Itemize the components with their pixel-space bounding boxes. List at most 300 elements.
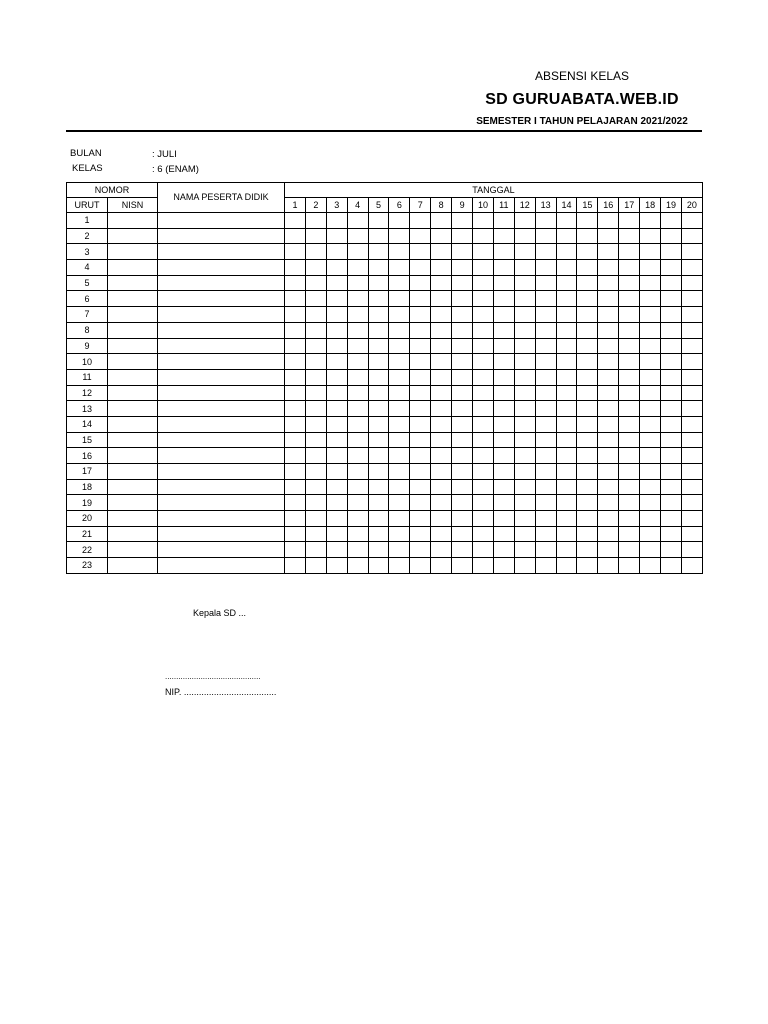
attendance-cell[interactable]: [577, 322, 598, 338]
attendance-cell[interactable]: [577, 354, 598, 370]
nama-cell[interactable]: [158, 260, 285, 276]
attendance-cell[interactable]: [389, 558, 410, 574]
attendance-cell[interactable]: [368, 291, 389, 307]
attendance-cell[interactable]: [640, 244, 661, 260]
attendance-cell[interactable]: [368, 479, 389, 495]
attendance-cell[interactable]: [389, 401, 410, 417]
nama-cell[interactable]: [158, 213, 285, 229]
attendance-cell[interactable]: [389, 354, 410, 370]
attendance-cell[interactable]: [493, 479, 514, 495]
attendance-cell[interactable]: [368, 401, 389, 417]
nisn-cell[interactable]: [108, 213, 158, 229]
attendance-cell[interactable]: [347, 260, 368, 276]
nisn-cell[interactable]: [108, 558, 158, 574]
attendance-cell[interactable]: [619, 464, 640, 480]
attendance-cell[interactable]: [389, 260, 410, 276]
attendance-cell[interactable]: [452, 558, 473, 574]
attendance-cell[interactable]: [661, 479, 682, 495]
attendance-cell[interactable]: [410, 260, 431, 276]
attendance-cell[interactable]: [493, 322, 514, 338]
nisn-cell[interactable]: [108, 228, 158, 244]
attendance-cell[interactable]: [577, 558, 598, 574]
attendance-cell[interactable]: [368, 322, 389, 338]
attendance-cell[interactable]: [514, 464, 535, 480]
attendance-cell[interactable]: [556, 464, 577, 480]
attendance-cell[interactable]: [493, 260, 514, 276]
nama-cell[interactable]: [158, 495, 285, 511]
attendance-cell[interactable]: [535, 495, 556, 511]
attendance-cell[interactable]: [452, 401, 473, 417]
attendance-cell[interactable]: [368, 416, 389, 432]
attendance-cell[interactable]: [493, 432, 514, 448]
attendance-cell[interactable]: [577, 479, 598, 495]
attendance-cell[interactable]: [347, 213, 368, 229]
attendance-cell[interactable]: [493, 244, 514, 260]
attendance-cell[interactable]: [535, 322, 556, 338]
attendance-cell[interactable]: [535, 307, 556, 323]
attendance-cell[interactable]: [326, 275, 347, 291]
attendance-cell[interactable]: [598, 322, 619, 338]
nama-cell[interactable]: [158, 291, 285, 307]
attendance-cell[interactable]: [452, 385, 473, 401]
attendance-cell[interactable]: [514, 558, 535, 574]
attendance-cell[interactable]: [661, 511, 682, 527]
attendance-cell[interactable]: [493, 275, 514, 291]
attendance-cell[interactable]: [431, 338, 452, 354]
attendance-cell[interactable]: [326, 244, 347, 260]
attendance-cell[interactable]: [640, 228, 661, 244]
attendance-cell[interactable]: [681, 542, 702, 558]
attendance-cell[interactable]: [598, 542, 619, 558]
attendance-cell[interactable]: [661, 228, 682, 244]
attendance-cell[interactable]: [326, 228, 347, 244]
attendance-cell[interactable]: [431, 213, 452, 229]
attendance-cell[interactable]: [285, 401, 306, 417]
attendance-cell[interactable]: [452, 542, 473, 558]
attendance-cell[interactable]: [389, 511, 410, 527]
attendance-cell[interactable]: [347, 322, 368, 338]
attendance-cell[interactable]: [619, 558, 640, 574]
attendance-cell[interactable]: [452, 322, 473, 338]
attendance-cell[interactable]: [431, 511, 452, 527]
attendance-cell[interactable]: [681, 464, 702, 480]
attendance-cell[interactable]: [514, 542, 535, 558]
nisn-cell[interactable]: [108, 307, 158, 323]
nisn-cell[interactable]: [108, 495, 158, 511]
nama-cell[interactable]: [158, 385, 285, 401]
attendance-cell[interactable]: [389, 526, 410, 542]
attendance-cell[interactable]: [368, 338, 389, 354]
attendance-cell[interactable]: [535, 338, 556, 354]
attendance-cell[interactable]: [493, 526, 514, 542]
attendance-cell[interactable]: [556, 416, 577, 432]
attendance-cell[interactable]: [577, 448, 598, 464]
attendance-cell[interactable]: [389, 275, 410, 291]
attendance-cell[interactable]: [473, 244, 494, 260]
attendance-cell[interactable]: [577, 291, 598, 307]
attendance-cell[interactable]: [598, 385, 619, 401]
attendance-cell[interactable]: [473, 448, 494, 464]
attendance-cell[interactable]: [410, 495, 431, 511]
attendance-cell[interactable]: [514, 275, 535, 291]
attendance-cell[interactable]: [389, 322, 410, 338]
attendance-cell[interactable]: [535, 260, 556, 276]
attendance-cell[interactable]: [347, 432, 368, 448]
nisn-cell[interactable]: [108, 432, 158, 448]
attendance-cell[interactable]: [473, 416, 494, 432]
attendance-cell[interactable]: [598, 401, 619, 417]
attendance-cell[interactable]: [473, 511, 494, 527]
attendance-cell[interactable]: [452, 275, 473, 291]
attendance-cell[interactable]: [473, 291, 494, 307]
attendance-cell[interactable]: [514, 260, 535, 276]
attendance-cell[interactable]: [535, 213, 556, 229]
attendance-cell[interactable]: [598, 338, 619, 354]
attendance-cell[interactable]: [368, 307, 389, 323]
attendance-cell[interactable]: [681, 260, 702, 276]
attendance-cell[interactable]: [452, 511, 473, 527]
attendance-cell[interactable]: [577, 432, 598, 448]
attendance-cell[interactable]: [598, 354, 619, 370]
attendance-cell[interactable]: [473, 213, 494, 229]
attendance-cell[interactable]: [305, 354, 326, 370]
attendance-cell[interactable]: [326, 369, 347, 385]
attendance-cell[interactable]: [640, 213, 661, 229]
attendance-cell[interactable]: [619, 401, 640, 417]
attendance-cell[interactable]: [431, 291, 452, 307]
attendance-cell[interactable]: [452, 307, 473, 323]
attendance-cell[interactable]: [452, 228, 473, 244]
attendance-cell[interactable]: [619, 495, 640, 511]
attendance-cell[interactable]: [514, 213, 535, 229]
attendance-cell[interactable]: [493, 369, 514, 385]
attendance-cell[interactable]: [410, 307, 431, 323]
attendance-cell[interactable]: [305, 213, 326, 229]
attendance-cell[interactable]: [326, 542, 347, 558]
attendance-cell[interactable]: [368, 511, 389, 527]
attendance-cell[interactable]: [598, 558, 619, 574]
attendance-cell[interactable]: [535, 432, 556, 448]
attendance-cell[interactable]: [661, 495, 682, 511]
attendance-cell[interactable]: [285, 244, 306, 260]
attendance-cell[interactable]: [431, 385, 452, 401]
attendance-cell[interactable]: [305, 495, 326, 511]
attendance-cell[interactable]: [514, 369, 535, 385]
attendance-cell[interactable]: [493, 354, 514, 370]
attendance-cell[interactable]: [640, 558, 661, 574]
attendance-cell[interactable]: [619, 369, 640, 385]
attendance-cell[interactable]: [452, 464, 473, 480]
attendance-cell[interactable]: [577, 511, 598, 527]
attendance-cell[interactable]: [389, 448, 410, 464]
attendance-cell[interactable]: [535, 479, 556, 495]
nama-cell[interactable]: [158, 542, 285, 558]
attendance-cell[interactable]: [661, 244, 682, 260]
attendance-cell[interactable]: [431, 479, 452, 495]
attendance-cell[interactable]: [661, 542, 682, 558]
attendance-cell[interactable]: [368, 464, 389, 480]
attendance-cell[interactable]: [305, 338, 326, 354]
attendance-cell[interactable]: [305, 558, 326, 574]
attendance-cell[interactable]: [452, 291, 473, 307]
attendance-cell[interactable]: [347, 401, 368, 417]
attendance-cell[interactable]: [535, 416, 556, 432]
attendance-cell[interactable]: [410, 479, 431, 495]
attendance-cell[interactable]: [305, 448, 326, 464]
attendance-cell[interactable]: [410, 432, 431, 448]
attendance-cell[interactable]: [681, 213, 702, 229]
attendance-cell[interactable]: [681, 307, 702, 323]
nisn-cell[interactable]: [108, 354, 158, 370]
attendance-cell[interactable]: [285, 479, 306, 495]
attendance-cell[interactable]: [431, 275, 452, 291]
attendance-cell[interactable]: [514, 354, 535, 370]
attendance-cell[interactable]: [681, 558, 702, 574]
attendance-cell[interactable]: [368, 558, 389, 574]
attendance-cell[interactable]: [493, 558, 514, 574]
attendance-cell[interactable]: [368, 542, 389, 558]
attendance-cell[interactable]: [347, 275, 368, 291]
attendance-cell[interactable]: [473, 401, 494, 417]
attendance-cell[interactable]: [473, 432, 494, 448]
attendance-cell[interactable]: [598, 260, 619, 276]
attendance-cell[interactable]: [681, 354, 702, 370]
nama-cell[interactable]: [158, 511, 285, 527]
attendance-cell[interactable]: [452, 260, 473, 276]
attendance-cell[interactable]: [368, 432, 389, 448]
attendance-cell[interactable]: [285, 385, 306, 401]
attendance-cell[interactable]: [305, 322, 326, 338]
attendance-cell[interactable]: [305, 401, 326, 417]
attendance-cell[interactable]: [577, 338, 598, 354]
attendance-cell[interactable]: [410, 464, 431, 480]
attendance-cell[interactable]: [681, 244, 702, 260]
nama-cell[interactable]: [158, 275, 285, 291]
attendance-cell[interactable]: [493, 542, 514, 558]
attendance-cell[interactable]: [640, 385, 661, 401]
attendance-cell[interactable]: [410, 542, 431, 558]
attendance-cell[interactable]: [347, 244, 368, 260]
attendance-cell[interactable]: [661, 558, 682, 574]
attendance-cell[interactable]: [661, 213, 682, 229]
nama-cell[interactable]: [158, 338, 285, 354]
attendance-cell[interactable]: [661, 354, 682, 370]
attendance-cell[interactable]: [347, 228, 368, 244]
attendance-cell[interactable]: [661, 260, 682, 276]
attendance-cell[interactable]: [556, 322, 577, 338]
attendance-cell[interactable]: [368, 354, 389, 370]
attendance-cell[interactable]: [619, 322, 640, 338]
attendance-cell[interactable]: [619, 385, 640, 401]
attendance-cell[interactable]: [347, 479, 368, 495]
attendance-cell[interactable]: [661, 432, 682, 448]
attendance-cell[interactable]: [535, 401, 556, 417]
nisn-cell[interactable]: [108, 385, 158, 401]
attendance-cell[interactable]: [640, 511, 661, 527]
attendance-cell[interactable]: [285, 542, 306, 558]
attendance-cell[interactable]: [347, 354, 368, 370]
attendance-cell[interactable]: [661, 307, 682, 323]
attendance-cell[interactable]: [556, 401, 577, 417]
attendance-cell[interactable]: [514, 448, 535, 464]
attendance-cell[interactable]: [514, 228, 535, 244]
attendance-cell[interactable]: [326, 338, 347, 354]
attendance-cell[interactable]: [473, 322, 494, 338]
attendance-cell[interactable]: [347, 495, 368, 511]
attendance-cell[interactable]: [473, 354, 494, 370]
attendance-cell[interactable]: [535, 354, 556, 370]
attendance-cell[interactable]: [431, 448, 452, 464]
nisn-cell[interactable]: [108, 416, 158, 432]
attendance-cell[interactable]: [577, 244, 598, 260]
attendance-cell[interactable]: [514, 495, 535, 511]
attendance-cell[interactable]: [431, 354, 452, 370]
nisn-cell[interactable]: [108, 401, 158, 417]
nama-cell[interactable]: [158, 244, 285, 260]
attendance-cell[interactable]: [598, 511, 619, 527]
attendance-cell[interactable]: [556, 260, 577, 276]
attendance-cell[interactable]: [577, 495, 598, 511]
attendance-cell[interactable]: [640, 526, 661, 542]
attendance-cell[interactable]: [452, 448, 473, 464]
attendance-cell[interactable]: [640, 495, 661, 511]
attendance-cell[interactable]: [640, 369, 661, 385]
attendance-cell[interactable]: [535, 369, 556, 385]
attendance-cell[interactable]: [285, 464, 306, 480]
nisn-cell[interactable]: [108, 479, 158, 495]
attendance-cell[interactable]: [640, 322, 661, 338]
attendance-cell[interactable]: [640, 479, 661, 495]
attendance-cell[interactable]: [535, 464, 556, 480]
nama-cell[interactable]: [158, 558, 285, 574]
attendance-cell[interactable]: [681, 416, 702, 432]
attendance-cell[interactable]: [285, 511, 306, 527]
attendance-cell[interactable]: [431, 558, 452, 574]
attendance-cell[interactable]: [347, 338, 368, 354]
attendance-cell[interactable]: [410, 275, 431, 291]
attendance-cell[interactable]: [305, 479, 326, 495]
attendance-cell[interactable]: [368, 448, 389, 464]
attendance-cell[interactable]: [305, 542, 326, 558]
attendance-cell[interactable]: [556, 526, 577, 542]
attendance-cell[interactable]: [452, 416, 473, 432]
attendance-cell[interactable]: [305, 464, 326, 480]
attendance-cell[interactable]: [347, 416, 368, 432]
attendance-cell[interactable]: [285, 495, 306, 511]
attendance-cell[interactable]: [305, 369, 326, 385]
attendance-cell[interactable]: [556, 495, 577, 511]
attendance-cell[interactable]: [577, 385, 598, 401]
attendance-cell[interactable]: [326, 479, 347, 495]
attendance-cell[interactable]: [389, 291, 410, 307]
nisn-cell[interactable]: [108, 511, 158, 527]
attendance-cell[interactable]: [556, 432, 577, 448]
attendance-cell[interactable]: [431, 542, 452, 558]
nama-cell[interactable]: [158, 526, 285, 542]
nisn-cell[interactable]: [108, 338, 158, 354]
nama-cell[interactable]: [158, 432, 285, 448]
attendance-cell[interactable]: [389, 479, 410, 495]
attendance-cell[interactable]: [410, 385, 431, 401]
attendance-cell[interactable]: [285, 275, 306, 291]
attendance-cell[interactable]: [598, 213, 619, 229]
attendance-cell[interactable]: [473, 260, 494, 276]
attendance-cell[interactable]: [535, 291, 556, 307]
attendance-cell[interactable]: [285, 558, 306, 574]
attendance-cell[interactable]: [410, 401, 431, 417]
attendance-cell[interactable]: [556, 354, 577, 370]
attendance-cell[interactable]: [368, 495, 389, 511]
attendance-cell[interactable]: [556, 369, 577, 385]
attendance-cell[interactable]: [452, 495, 473, 511]
attendance-cell[interactable]: [326, 354, 347, 370]
attendance-cell[interactable]: [285, 228, 306, 244]
attendance-cell[interactable]: [431, 416, 452, 432]
attendance-cell[interactable]: [661, 448, 682, 464]
attendance-cell[interactable]: [556, 228, 577, 244]
attendance-cell[interactable]: [598, 291, 619, 307]
attendance-cell[interactable]: [577, 369, 598, 385]
attendance-cell[interactable]: [410, 244, 431, 260]
attendance-cell[interactable]: [661, 464, 682, 480]
attendance-cell[interactable]: [514, 244, 535, 260]
attendance-cell[interactable]: [493, 464, 514, 480]
nama-cell[interactable]: [158, 479, 285, 495]
nisn-cell[interactable]: [108, 260, 158, 276]
attendance-cell[interactable]: [577, 542, 598, 558]
nisn-cell[interactable]: [108, 464, 158, 480]
attendance-cell[interactable]: [285, 432, 306, 448]
nama-cell[interactable]: [158, 416, 285, 432]
attendance-cell[interactable]: [661, 401, 682, 417]
nama-cell[interactable]: [158, 448, 285, 464]
attendance-cell[interactable]: [514, 401, 535, 417]
attendance-cell[interactable]: [556, 448, 577, 464]
nisn-cell[interactable]: [108, 291, 158, 307]
attendance-cell[interactable]: [556, 542, 577, 558]
attendance-cell[interactable]: [473, 495, 494, 511]
attendance-cell[interactable]: [410, 322, 431, 338]
attendance-cell[interactable]: [389, 464, 410, 480]
nama-cell[interactable]: [158, 307, 285, 323]
attendance-cell[interactable]: [681, 228, 702, 244]
attendance-cell[interactable]: [619, 228, 640, 244]
attendance-cell[interactable]: [410, 558, 431, 574]
attendance-cell[interactable]: [410, 511, 431, 527]
attendance-cell[interactable]: [493, 401, 514, 417]
attendance-cell[interactable]: [577, 228, 598, 244]
attendance-cell[interactable]: [347, 307, 368, 323]
attendance-cell[interactable]: [473, 228, 494, 244]
attendance-cell[interactable]: [556, 558, 577, 574]
attendance-cell[interactable]: [347, 558, 368, 574]
attendance-cell[interactable]: [556, 275, 577, 291]
attendance-cell[interactable]: [389, 432, 410, 448]
attendance-cell[interactable]: [326, 307, 347, 323]
attendance-cell[interactable]: [661, 369, 682, 385]
attendance-cell[interactable]: [619, 213, 640, 229]
attendance-cell[interactable]: [661, 385, 682, 401]
attendance-cell[interactable]: [640, 542, 661, 558]
attendance-cell[interactable]: [410, 416, 431, 432]
attendance-cell[interactable]: [389, 338, 410, 354]
attendance-cell[interactable]: [619, 275, 640, 291]
attendance-cell[interactable]: [389, 228, 410, 244]
attendance-cell[interactable]: [535, 228, 556, 244]
attendance-cell[interactable]: [452, 432, 473, 448]
attendance-cell[interactable]: [305, 307, 326, 323]
attendance-cell[interactable]: [431, 369, 452, 385]
